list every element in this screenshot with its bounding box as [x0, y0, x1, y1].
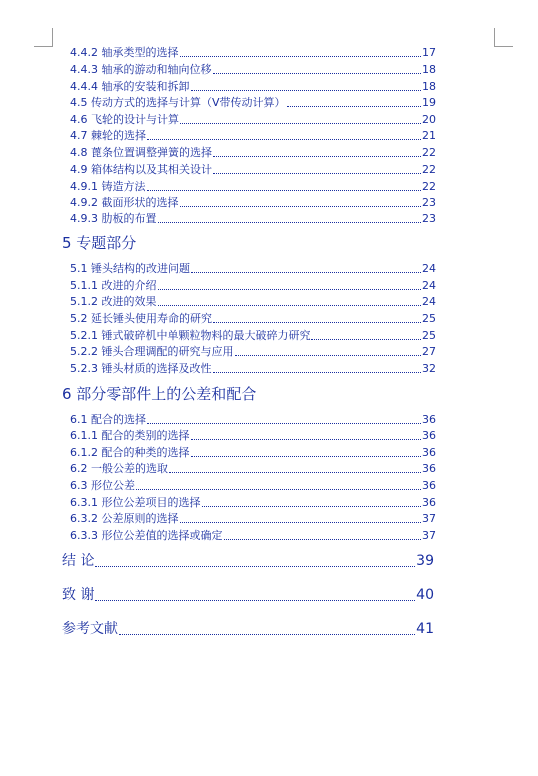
toc-entry[interactable]	[70, 146, 436, 160]
page-corner-mark-top-left	[34, 28, 53, 47]
toc-page-number: 36	[422, 496, 436, 509]
toc-dot-leader	[119, 634, 415, 635]
toc-entry-title: 4.6 飞轮的设计与计算	[70, 113, 179, 126]
toc-page-number: 41	[416, 621, 434, 637]
toc-entry-title: 致 谢	[62, 587, 95, 603]
toc-dot-leader	[180, 123, 421, 124]
toc-entry[interactable]	[70, 462, 436, 476]
toc-entry-title: 4.9.3 肋板的布置	[70, 212, 157, 225]
toc-page-number: 36	[422, 479, 436, 492]
toc-dot-leader	[202, 506, 422, 507]
toc-page-number: 36	[422, 429, 436, 442]
toc-entry-title: 4.8 蓖条位置调整弹簧的选择	[70, 146, 212, 159]
toc-page-number: 18	[422, 63, 436, 76]
toc-dot-leader	[147, 423, 421, 424]
toc-entry-title: 5.2.3 锤头材质的选择及改性	[70, 362, 212, 375]
toc-entry[interactable]	[70, 479, 436, 493]
toc-entry[interactable]	[70, 446, 436, 460]
toc-entry[interactable]	[70, 529, 436, 543]
toc-dot-leader	[95, 600, 415, 601]
toc-entry-title: 6.1 配合的选择	[70, 413, 146, 426]
toc-entry[interactable]	[70, 113, 436, 127]
toc-page-number: 22	[422, 180, 436, 193]
toc-page-number: 22	[422, 163, 436, 176]
toc-entry-title: 6.2 一般公差的选取	[70, 462, 168, 475]
toc-entry-title: 5.2.2 锤头合理调配的研究与应用	[70, 345, 234, 358]
toc-chapter-heading[interactable]	[62, 384, 256, 404]
toc-dot-leader	[180, 522, 422, 523]
toc-page-number: 20	[422, 113, 436, 126]
toc-entry[interactable]	[70, 429, 436, 443]
toc-entry-title: 结 论	[62, 553, 95, 569]
toc-entry[interactable]	[70, 345, 436, 359]
toc-entry[interactable]	[70, 180, 436, 194]
toc-entry[interactable]	[70, 329, 436, 343]
toc-dot-leader	[147, 139, 421, 140]
toc-page-number: 32	[422, 362, 436, 375]
toc-entry-title: 4.9.1 铸造方法	[70, 180, 146, 193]
toc-entry-title: 参考文献	[62, 621, 118, 637]
toc-dot-leader	[213, 173, 421, 174]
toc-entry[interactable]	[70, 46, 436, 60]
toc-page-number: 17	[422, 46, 436, 59]
toc-dot-leader	[158, 305, 422, 306]
toc-dot-leader	[213, 156, 421, 157]
toc-dot-leader	[191, 439, 422, 440]
toc-page-number: 25	[422, 312, 436, 325]
toc-dot-leader	[180, 206, 422, 207]
toc-page-number: 23	[422, 212, 436, 225]
toc-entry-title: 6.3.1 形位公差项目的选择	[70, 496, 201, 509]
toc-page-number: 18	[422, 80, 436, 93]
toc-page-number: 21	[422, 129, 436, 142]
toc-page-number: 19	[422, 96, 436, 109]
toc-page-number: 27	[422, 345, 436, 358]
toc-entry-title: 5.2 延长锤头使用寿命的研究	[70, 312, 212, 325]
toc-entry-title: 6.1.1 配合的类别的选择	[70, 429, 190, 442]
toc-page-number: 37	[422, 512, 436, 525]
toc-entry-title: 4.7 棘轮的选择	[70, 129, 146, 142]
toc-page-number: 24	[422, 279, 436, 292]
toc-dot-leader	[224, 539, 422, 540]
toc-dot-leader	[213, 372, 422, 373]
toc-dot-leader	[191, 272, 421, 273]
toc-entry-title: 5.2.1 锤式破碎机中单颗粒物料的最大破碎力研究	[70, 329, 311, 342]
toc-entry[interactable]	[70, 96, 436, 110]
toc-entry[interactable]	[70, 262, 436, 276]
toc-entry-title: 6.3.3 形位公差值的选择或确定	[70, 529, 223, 542]
toc-entry[interactable]	[70, 362, 436, 376]
toc-dot-leader	[180, 56, 422, 57]
toc-dot-leader	[311, 339, 421, 340]
toc-dot-leader	[158, 222, 422, 223]
toc-entry[interactable]	[70, 512, 436, 526]
toc-dot-leader	[136, 489, 421, 490]
page-corner-mark-top-right	[494, 28, 513, 47]
toc-dot-leader	[235, 355, 422, 356]
toc-page-number: 22	[422, 146, 436, 159]
toc-entry-title: 4.5 传动方式的选择与计算（V带传动计算）	[70, 96, 286, 109]
toc-page-number: 39	[416, 553, 434, 569]
toc-dot-leader	[158, 289, 422, 290]
toc-page-number: 23	[422, 196, 436, 209]
toc-entry[interactable]	[70, 80, 436, 94]
toc-page-number: 40	[416, 587, 434, 603]
toc-dot-leader	[213, 73, 422, 74]
toc-entry-title: 4.4.3 轴承的游动和轴向位移	[70, 63, 212, 76]
toc-entry-title: 5.1.2 改进的效果	[70, 295, 157, 308]
toc-dot-leader	[191, 90, 422, 91]
toc-page-number: 24	[422, 262, 436, 275]
toc-entry[interactable]	[70, 129, 436, 143]
toc-page-number: 36	[422, 446, 436, 459]
toc-entry[interactable]	[70, 295, 436, 309]
toc-entry-title: 6.1.2 配合的种类的选择	[70, 446, 190, 459]
toc-entry[interactable]	[62, 585, 434, 605]
toc-entry-title: 4.9.2 截面形状的选择	[70, 196, 179, 209]
toc-entry-title: 6.3.2 公差原则的选择	[70, 512, 179, 525]
toc-entry[interactable]	[70, 496, 436, 510]
toc-entry-title: 5.1 锤头结构的改进问题	[70, 262, 190, 275]
toc-entry[interactable]	[70, 413, 436, 427]
toc-entry-title: 5.1.1 改进的介绍	[70, 279, 157, 292]
toc-dot-leader	[169, 472, 421, 473]
toc-entry-title: 4.4.4 轴承的安装和拆卸	[70, 80, 190, 93]
toc-entry[interactable]	[62, 551, 434, 571]
toc-entry-title: 4.4.2 轴承类型的选择	[70, 46, 179, 59]
toc-entry[interactable]	[70, 163, 436, 177]
toc-dot-leader	[191, 456, 422, 457]
toc-dot-leader	[147, 190, 422, 191]
toc-entry[interactable]	[62, 619, 434, 639]
toc-entry[interactable]	[70, 279, 436, 293]
toc-dot-leader	[95, 566, 415, 567]
toc-page-number: 36	[422, 462, 436, 475]
toc-entry[interactable]	[70, 312, 436, 326]
toc-page-number: 25	[422, 329, 436, 342]
toc-page-number: 24	[422, 295, 436, 308]
toc-dot-leader	[213, 322, 421, 323]
toc-entry[interactable]	[70, 196, 436, 210]
toc-entry[interactable]	[70, 212, 436, 226]
toc-page-number: 37	[422, 529, 436, 542]
toc-entry-title: 6 部分零部件上的公差和配合	[62, 385, 257, 403]
toc-entry-title: 6.3 形位公差	[70, 479, 135, 492]
toc-page-number: 36	[422, 413, 436, 426]
toc-chapter-heading[interactable]	[62, 233, 136, 253]
toc-entry-title: 4.9 箱体结构以及其相关设计	[70, 163, 212, 176]
toc-dot-leader	[287, 106, 421, 107]
toc-entry[interactable]	[70, 63, 436, 77]
toc-entry-title: 5 专题部分	[62, 234, 137, 252]
